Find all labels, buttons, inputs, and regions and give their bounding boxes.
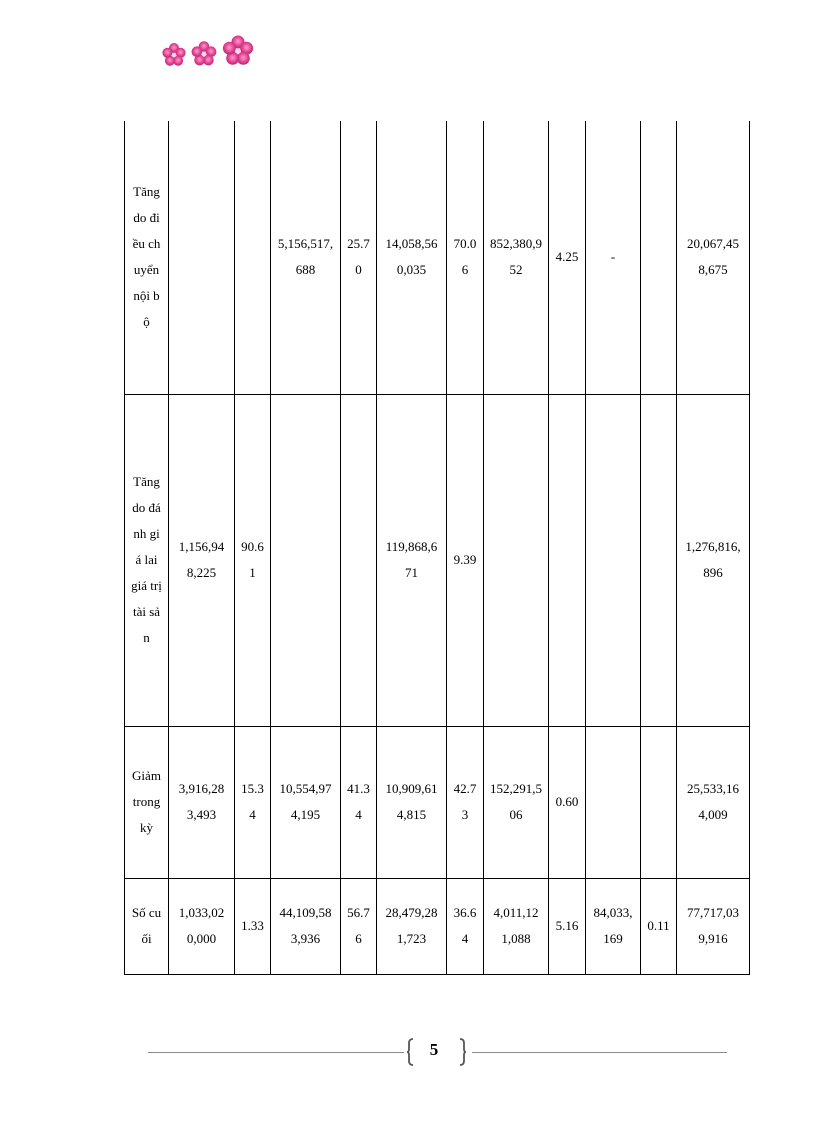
- table-cell: 10,554,974,195: [271, 726, 341, 878]
- table-cell: 10,909,614,815: [377, 726, 447, 878]
- asset-table: [124, 121, 749, 975]
- table-cell: [341, 394, 377, 726]
- table-cell: 28,479,281,723: [377, 878, 447, 974]
- table-cell: 1,276,816,896: [677, 394, 750, 726]
- table-cell: 42.73: [447, 726, 484, 878]
- left-brace-icon: [407, 1038, 415, 1066]
- row-label: Tăng do đánh giá lai giá trị tài sản: [125, 394, 169, 726]
- table-cell: 5,156,517,688: [271, 121, 341, 394]
- row-label: Giảm trong kỳ: [125, 726, 169, 878]
- footer-rule-left: [148, 1052, 404, 1053]
- table-cell: 152,291,506: [484, 726, 549, 878]
- table-cell: 20,067,458,675: [677, 121, 750, 394]
- table-cell: [169, 121, 235, 394]
- table-row: [125, 121, 750, 394]
- table-cell: 56.76: [341, 878, 377, 974]
- table-cell: [641, 726, 677, 878]
- table-cell: 852,380,952: [484, 121, 549, 394]
- row-label: Số cuối: [125, 878, 169, 974]
- table-cell: [271, 394, 341, 726]
- row-label: Tăng do điều chuyển nội bộ: [125, 121, 169, 394]
- table-cell: [641, 394, 677, 726]
- table-cell: 70.06: [447, 121, 484, 394]
- table-cell: 4,011,121,088: [484, 878, 549, 974]
- page-number: 5: [429, 1040, 439, 1059]
- footer-rule-right: [472, 1052, 727, 1053]
- table-cell: 25.70: [341, 121, 377, 394]
- table-cell: 25,533,164,009: [677, 726, 750, 878]
- table-cell: 84,033,169: [586, 878, 641, 974]
- table-cell: 14,058,560,035: [377, 121, 447, 394]
- table-cell: 44,109,583,936: [271, 878, 341, 974]
- table-cell: 9.39: [447, 394, 484, 726]
- table-cell: 90.61: [235, 394, 271, 726]
- table-cell: 15.34: [235, 726, 271, 878]
- table-cell: 0.60: [549, 726, 586, 878]
- table-cell: 1.33: [235, 878, 271, 974]
- table-cell: 1,033,020,000: [169, 878, 235, 974]
- table-cell: 41.34: [341, 726, 377, 878]
- table-cell: [235, 121, 271, 394]
- table-cell: 1,156,948,225: [169, 394, 235, 726]
- table-cell: 3,916,283,493: [169, 726, 235, 878]
- table-cell: 4.25: [549, 121, 586, 394]
- flower-logo-icon: [158, 30, 262, 70]
- table-row: [125, 878, 750, 974]
- table-cell: [586, 394, 641, 726]
- table-cell: -: [586, 121, 641, 394]
- table-row: [125, 726, 750, 878]
- table-cell: [549, 394, 586, 726]
- table-cell: 119,868,671: [377, 394, 447, 726]
- right-brace-icon: [458, 1038, 466, 1066]
- table-cell: [586, 726, 641, 878]
- table-cell: 77,717,039,916: [677, 878, 750, 974]
- table-cell: 0.11: [641, 878, 677, 974]
- table-row: [125, 394, 750, 726]
- table-cell: [484, 394, 549, 726]
- table-cell: [641, 121, 677, 394]
- table-cell: 5.16: [549, 878, 586, 974]
- table-cell: 36.64: [447, 878, 484, 974]
